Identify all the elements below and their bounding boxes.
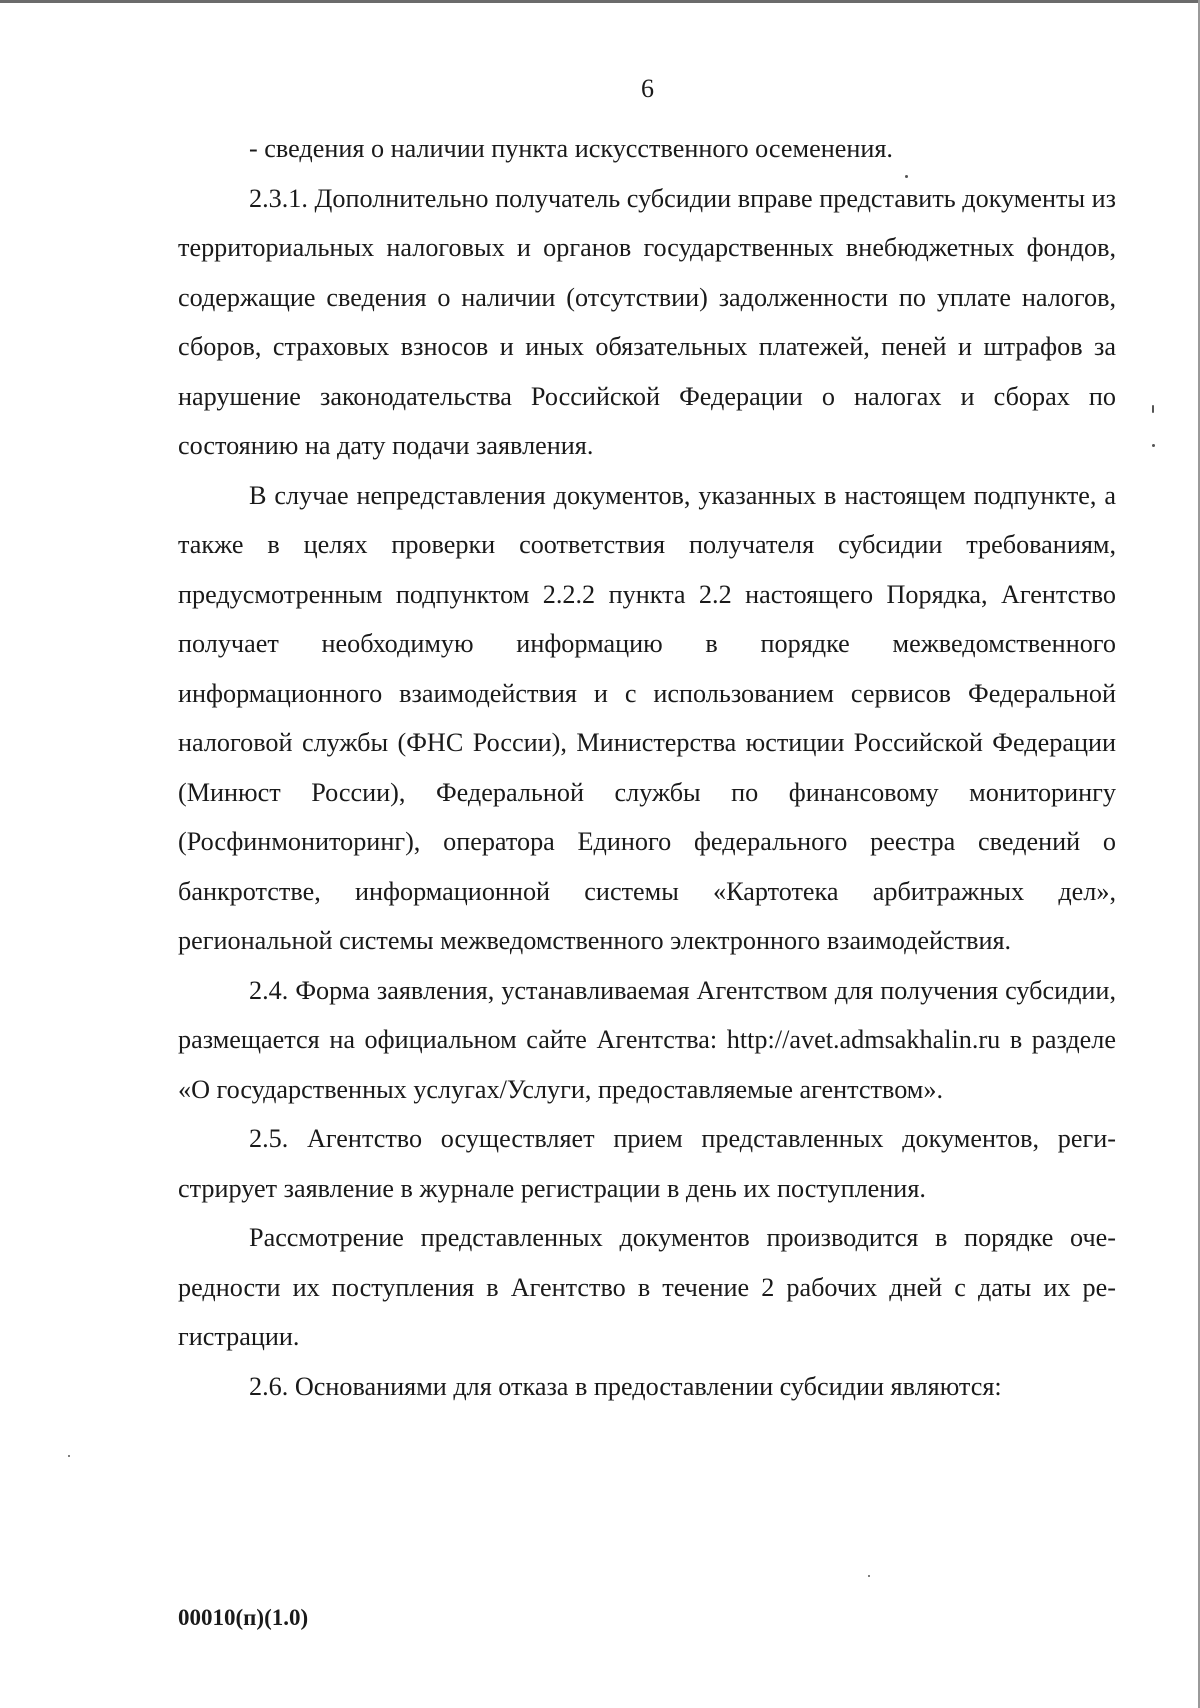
scan-edge-top: [0, 0, 1200, 3]
paragraph-2-5: 2.5. Агентство осуществляет прием представленных документов, регистрирует заявление в журнале регистрации в день их поступления.: [178, 1124, 1116, 1203]
scan-speck: [1152, 405, 1154, 413]
paragraph-non-submission: В случае непредставления документов, указанных в настоящем подпункте, а также в целях проверки соответствия получателя субсидии требованиям, предусмотренным подпунктом 2.2.2 пункта 2.2 настоящего Порядка, Агентство получает необходимую информацию в порядке межведомственного информационного взаимодействия и с использованием сервисов Федеральной налоговой службы (ФНС России), Министерства юстиции Российской Федерации (Минюст России), Федеральной службы по финансовому мониторингу (Росфинмониторинг), оператора Единого федерального реестра сведений о банкротстве, информационной системы «Картотека арбитражных дел», региональной системы межведомственного электронного взаимодействия.: [178, 480, 1116, 955]
paragraph-item-insemination: - сведения о наличии пункта искусственного осеменения.: [249, 134, 893, 163]
scan-speck: [68, 1455, 70, 1457]
paragraph-review: Рассмотрение представленных документов производится в порядке очередности их поступления в Агентство в течение 2 рабочих дней с даты их регистрации.: [178, 1223, 1116, 1351]
scan-speck: [1152, 444, 1155, 447]
paragraph-2-4: 2.4. Форма заявления, устанавливаемая Агентством для получения субсидии, размещается на официальном сайте Агентства: http://avet.admsakhalin.ru в разделе «О государственных услугах/Услуги, предоставляемые агентством».: [178, 975, 1116, 1104]
document-code: 00010(п)(1.0): [178, 1605, 309, 1630]
paragraph-2-6: 2.6. Основаниями для отказа в предоставлении субсидии являются:: [249, 1371, 1002, 1401]
scan-speck: [868, 1575, 870, 1577]
scan-speck: [905, 175, 908, 178]
page-number: 6: [641, 74, 654, 103]
paragraph-2-3-1: 2.3.1. Дополнительно получатель субсидии вправе представить документы из территориальных налоговых и органов государственных внебюджетных фондов, содержащие сведения о наличии (отсутствии) задолженности по уплате налогов, сборов, страховых взносов и иных обязательных платежей, пеней и штрафов за нарушение законодательства Российской Федерации о налогах и сборах по состоянию на дату подачи заявления.: [178, 183, 1116, 460]
document-body: [178, 124, 1116, 1411]
